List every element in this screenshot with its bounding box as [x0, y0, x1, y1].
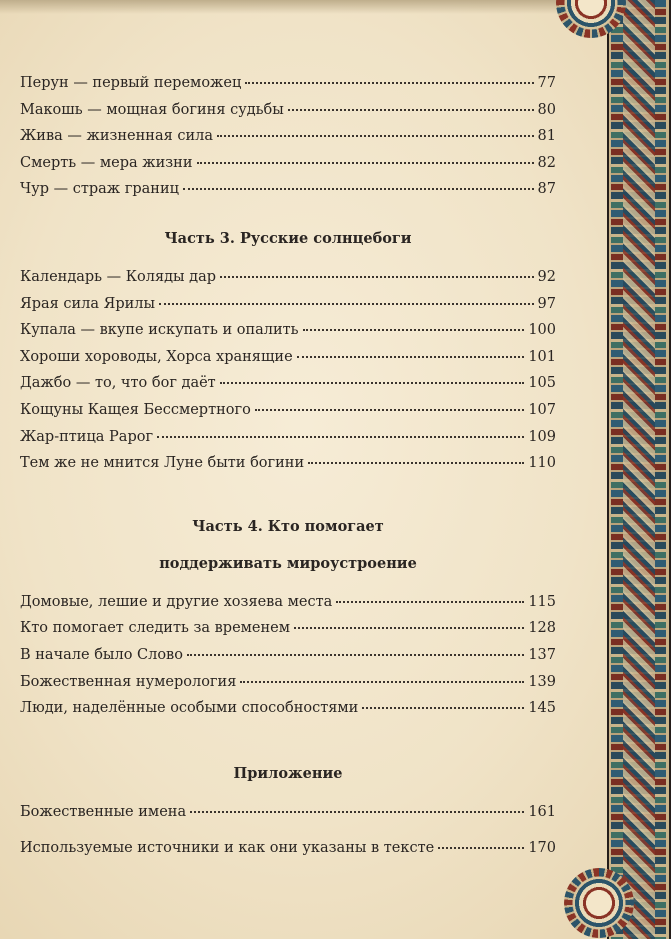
- dot-leader: [190, 811, 524, 813]
- toc-entry-page: 107: [528, 401, 556, 418]
- toc-entry-title: Макошь — мощная богиня судьбы: [20, 101, 284, 118]
- toc-entry[interactable]: [20, 264, 556, 291]
- toc-entry-page: 139: [528, 673, 556, 690]
- toc-entry-page: 101: [528, 348, 556, 365]
- dot-leader: [308, 462, 524, 464]
- dot-leader: [336, 601, 524, 603]
- toc-entry[interactable]: [20, 176, 556, 203]
- toc-entry[interactable]: [20, 424, 556, 451]
- toc-continued-list: [20, 70, 556, 203]
- toc-entry[interactable]: [20, 835, 556, 862]
- dot-leader: [297, 356, 525, 358]
- dot-leader: [288, 109, 534, 111]
- dot-leader: [245, 82, 533, 84]
- dot-leader: [294, 627, 524, 629]
- toc-entry-page: 115: [528, 593, 556, 610]
- toc-entry-title: Люди, наделённые особыми способностями: [20, 700, 359, 717]
- toc-entry-title: Дажбо — то, что бог даёт: [20, 375, 216, 392]
- section-heading: Приложение: [233, 764, 343, 782]
- dot-leader: [220, 276, 534, 278]
- toc-entry[interactable]: [20, 589, 556, 616]
- toc-entry-title: Тем же не мнится Луне быти богини: [20, 455, 305, 472]
- dot-leader: [187, 654, 524, 656]
- toc-entry[interactable]: [20, 799, 556, 826]
- toc-entry-title: Ярая сила Ярилы: [20, 295, 156, 312]
- toc-entry-page: 105: [528, 375, 556, 392]
- dot-leader: [240, 681, 524, 683]
- toc-entry-title: Хороши хороводы, Хорса хранящие: [20, 348, 293, 365]
- border-edge: [666, 0, 669, 939]
- section-heading-line1: Часть 4. Кто помогает: [192, 517, 384, 535]
- toc-entry-page: 137: [528, 646, 556, 663]
- toc-entry-page: 170: [528, 840, 556, 857]
- toc-entry-title: Божественные имена: [20, 803, 187, 820]
- toc-section-appendix: [20, 762, 556, 862]
- toc-entry-page: 80: [537, 101, 556, 118]
- toc-entry-page: 161: [528, 803, 556, 820]
- toc-entry-page: 77: [537, 75, 556, 91]
- toc-entry[interactable]: [20, 669, 556, 696]
- toc-entry-title: Купала — вкупе искупать и опалить: [20, 322, 299, 339]
- toc-entry-page: 145: [528, 700, 556, 717]
- toc-entry[interactable]: [20, 615, 556, 642]
- toc-entry-title: Календарь — Коляды дар: [20, 268, 217, 285]
- toc-entry-title: Используемые источники и как они указаны в тексте: [20, 840, 435, 857]
- toc-entry-page: 109: [528, 428, 556, 445]
- toc-entry[interactable]: [20, 97, 556, 124]
- dot-leader: [157, 436, 524, 438]
- toc-section-part4: [20, 515, 556, 722]
- toc-entry-title: В начале было Слово: [20, 646, 183, 663]
- dot-leader: [255, 409, 524, 411]
- toc-entry-page: 82: [537, 154, 556, 171]
- toc-entry-title: Жар-птица Рарог: [20, 428, 154, 445]
- table-of-contents: [20, 70, 556, 862]
- dot-leader: [159, 303, 533, 305]
- toc-entry[interactable]: [20, 123, 556, 150]
- dot-leader: [362, 707, 524, 709]
- dot-leader: [217, 135, 534, 137]
- toc-entry-title: Кощуны Кащея Бессмертного: [20, 401, 251, 418]
- toc-entry-title: Домовые, лешие и другие хозяева места: [20, 593, 333, 610]
- toc-entry[interactable]: [20, 397, 556, 424]
- toc-entry-page: 87: [537, 181, 556, 198]
- toc-entry[interactable]: [20, 70, 556, 97]
- toc-entry-title: Божественная нумерология: [20, 673, 237, 690]
- toc-entry-title: Чур — страж границ: [20, 181, 179, 198]
- dot-leader: [220, 382, 525, 384]
- toc-entry-page: 97: [537, 295, 556, 312]
- toc-entry-page: 81: [537, 128, 556, 145]
- toc-entry-page: 110: [528, 455, 556, 472]
- dot-leader: [438, 847, 524, 849]
- ornament-rosette-bottom: [556, 860, 642, 939]
- dot-leader: [183, 188, 534, 190]
- toc-entry[interactable]: [20, 150, 556, 177]
- toc-entry-page: 92: [537, 268, 556, 285]
- toc-entry[interactable]: [20, 695, 556, 722]
- toc-section-part3: [20, 227, 556, 477]
- toc-entry[interactable]: [20, 642, 556, 669]
- toc-entry-title: Кто помогает следить за временем: [20, 620, 291, 637]
- toc-entry-title: Жива — жизненная сила: [20, 128, 214, 145]
- dot-leader: [197, 162, 534, 164]
- border-pattern: [623, 0, 655, 939]
- section-heading: Часть 3. Русские солнцебоги: [164, 229, 412, 247]
- toc-entry[interactable]: [20, 344, 556, 371]
- toc-entry[interactable]: [20, 317, 556, 344]
- toc-entry[interactable]: [20, 291, 556, 318]
- toc-entry-title: Перун — первый переможец: [20, 75, 242, 91]
- toc-entry-title: Смерть — мера жизни: [20, 154, 193, 171]
- section-heading-line2: поддерживать мироустроение: [159, 554, 417, 572]
- dot-leader: [303, 329, 525, 331]
- toc-entry[interactable]: [20, 370, 556, 397]
- toc-entry[interactable]: [20, 450, 556, 477]
- toc-entry-page: 100: [528, 322, 556, 339]
- toc-entry-page: 128: [528, 620, 556, 637]
- ornamental-border: [607, 0, 671, 939]
